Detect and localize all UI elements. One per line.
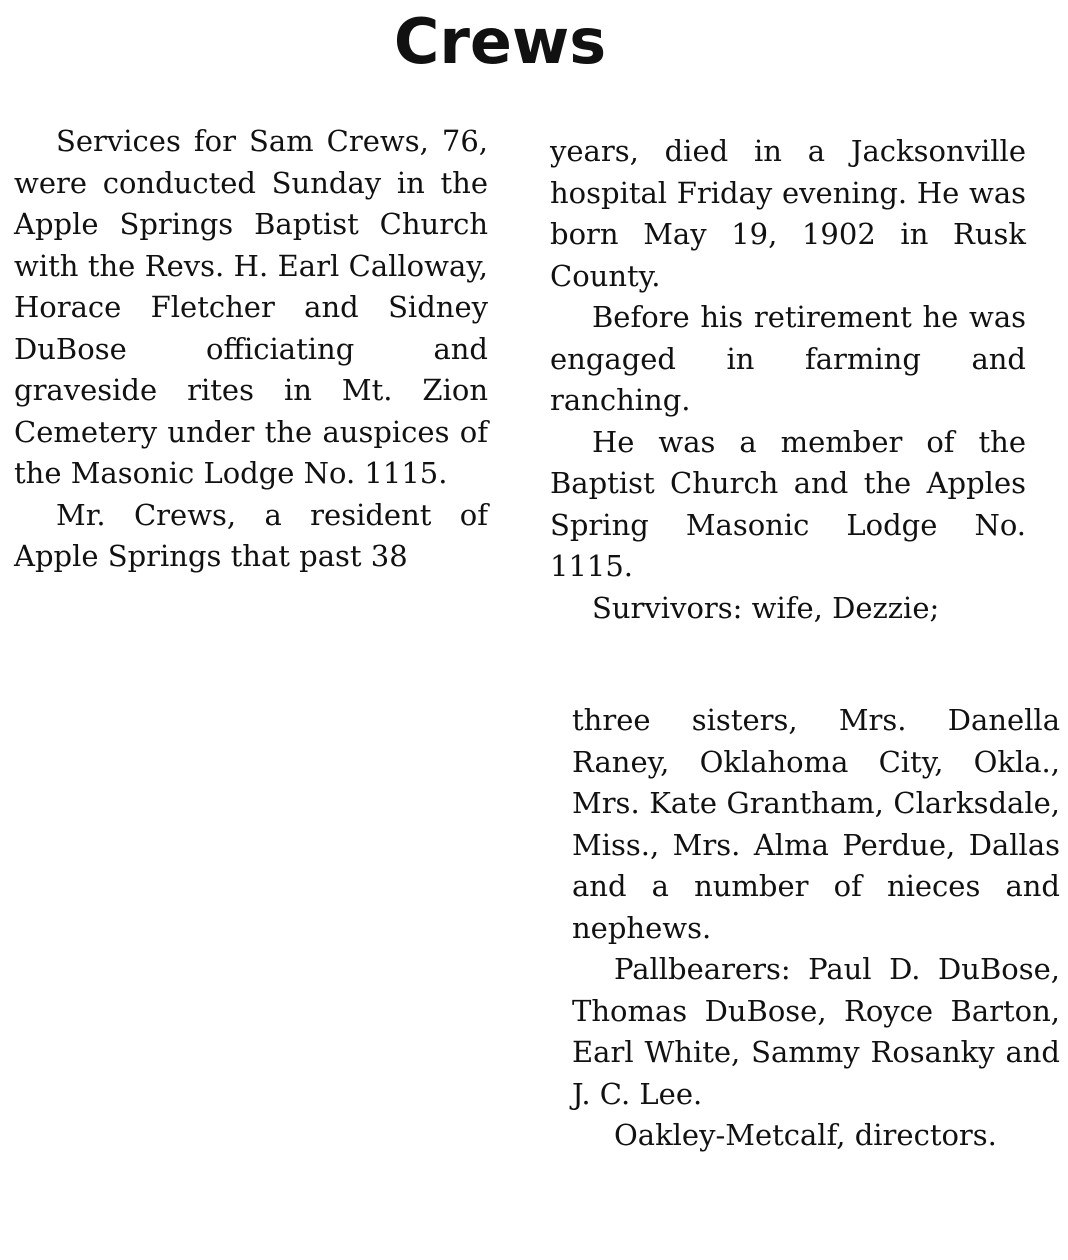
paragraph-retirement: Before his retirement he was engaged in farming and ranching. (550, 300, 1026, 417)
paragraph-services: Services for Sam Crews, 76, were conducted Sunday in the Apple Springs Baptist Church with the Revs. H. Earl Calloway, Horace Fletcher and Sidney DuBose officiating and graveside rites in Mt. Zion Cemetery under the auspices of the Masonic Lodge No. 1115. (14, 124, 488, 490)
paragraph-resident: Mr. Crews, a resident of Apple Springs that past 38 (14, 497, 488, 573)
paragraph-sisters: three sisters, Mrs. Danella Raney, Oklahoma City, Okla., Mrs. Kate Grantham, Clarksdale, Miss., Mrs. Alma Perdue, Dallas and a number of nieces and nephews. (572, 703, 1060, 945)
article-column-3 (572, 700, 1060, 1157)
paragraph-pallbearers: Pallbearers: Paul D. DuBose, Thomas DuBose, Royce Barton, Earl White, Sammy Rosanky and J. C. Lee. (572, 952, 1060, 1111)
article-column-2 (550, 131, 1026, 629)
paragraph-directors: Oakley-Metcalf, directors. (614, 1118, 997, 1152)
paragraph-member: He was a member of the Baptist Church and the Apples Spring Masonic Lodge No. 1115. (550, 424, 1026, 583)
headline: Crews (393, 5, 607, 78)
paragraph-died: years, died in a Jacksonville hospital Friday evening. He was born May 19, 1902 in Rusk County. (550, 134, 1026, 293)
article-column-1 (14, 121, 488, 578)
paragraph-survivors: Survivors: wife, Dezzie; (592, 590, 940, 625)
